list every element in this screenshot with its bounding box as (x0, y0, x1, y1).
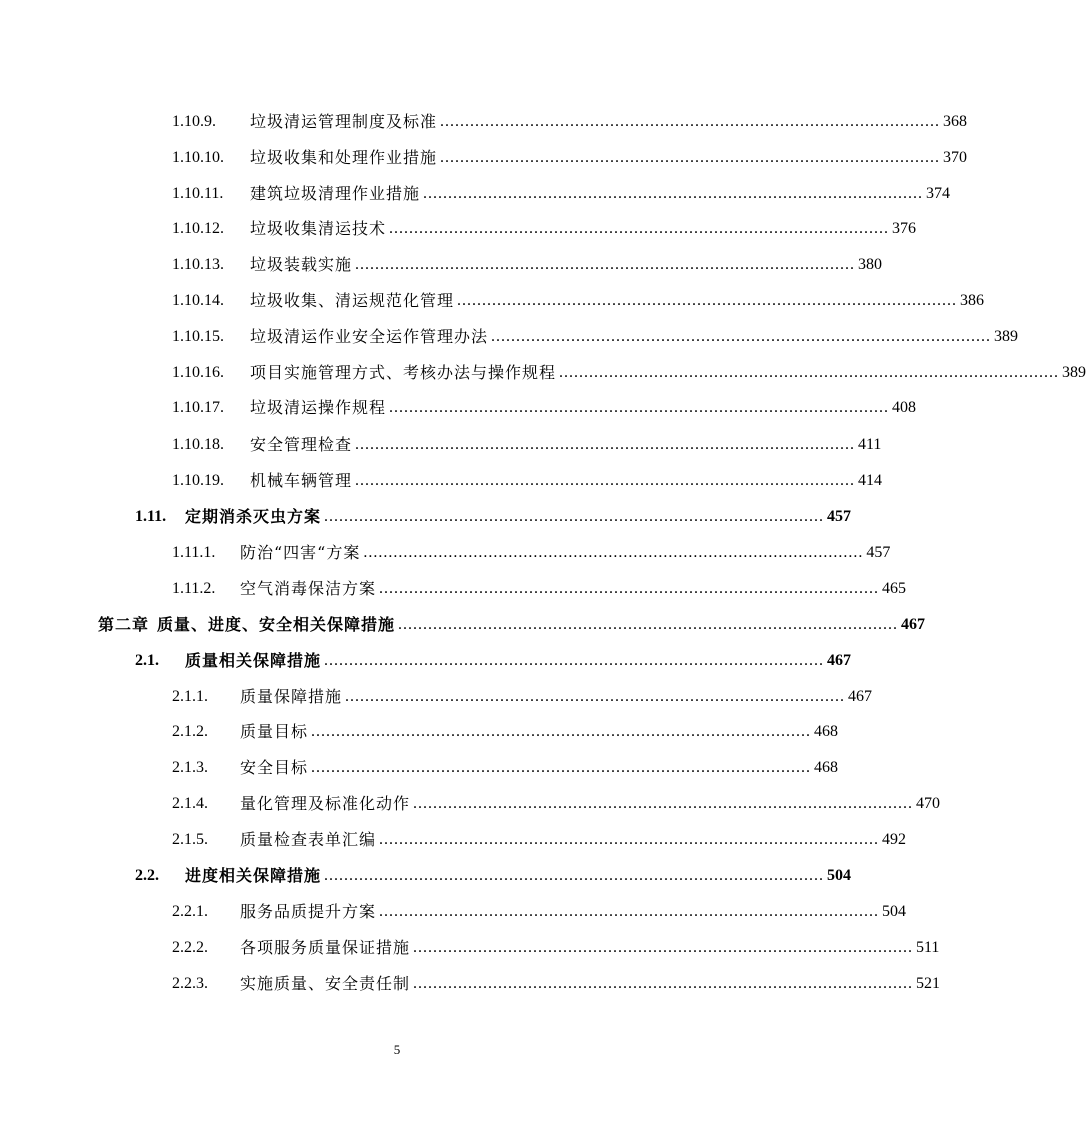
toc-entry-page: 504 (882, 903, 907, 920)
toc-entry-title: 定期消杀灭虫方案 (185, 507, 322, 526)
toc-entry-number: 1.10.13. (172, 256, 224, 273)
toc-entry-number: 1.10.16. (172, 364, 224, 381)
toc-entry[interactable] (172, 823, 907, 857)
toc-entry[interactable] (172, 536, 891, 570)
toc-entry-number: 1.11. (135, 508, 167, 525)
dot-leader: .................................................................................................... (345, 688, 846, 705)
dot-leader: .................................................................................................... (355, 256, 856, 273)
dot-leader: .................................................................................................... (440, 149, 941, 166)
toc-entry-title: 质量目标 (240, 722, 309, 741)
toc-entry-title: 服务品质提升方案 (240, 902, 377, 921)
toc-entry[interactable] (172, 572, 907, 606)
toc-entry-page: 414 (858, 472, 883, 489)
toc-entry-title: 进度相关保障措施 (185, 866, 322, 885)
dot-leader: .................................................................................................... (413, 975, 914, 992)
toc-entry-title: 安全管理检查 (250, 435, 353, 454)
dot-leader: .................................................................................................... (413, 795, 914, 812)
toc-entry-page: 511 (916, 939, 940, 956)
toc-entry-number: 1.10.12. (172, 220, 224, 237)
toc-chapter-entry[interactable] (98, 608, 926, 642)
toc-entry-page: 468 (814, 759, 839, 776)
toc-entry-number: 2.1.4. (172, 795, 208, 812)
toc-entry-number: 1.10.17. (172, 399, 224, 416)
toc-entry-number: 1.10.15. (172, 328, 224, 345)
toc-entry-page: 370 (943, 149, 968, 166)
toc-entry-title: 垃圾清运操作规程 (250, 398, 387, 417)
toc-entry-title: 质量检查表单汇编 (240, 830, 377, 849)
toc-entry[interactable] (172, 967, 941, 1001)
toc-entry-number: 1.10.11. (172, 185, 224, 202)
toc-entry-title: 防治“四害“方案 (240, 543, 361, 562)
dot-leader: .................................................................................................... (413, 939, 914, 956)
toc-entry-page: 457 (866, 544, 891, 561)
toc-entry-number: 1.10.18. (172, 436, 224, 453)
toc-entry-number: 1.10.9. (172, 113, 216, 130)
toc-entry-page: 408 (892, 399, 917, 416)
toc-section-entry[interactable] (135, 500, 852, 534)
toc-entry-page: 465 (882, 580, 907, 597)
toc-entry-title: 垃圾收集和处理作业措施 (250, 148, 438, 167)
dot-leader: .................................................................................................... (423, 185, 924, 202)
toc-entry-number: 2.2.3. (172, 975, 208, 992)
toc-entry-number: 2.1.3. (172, 759, 208, 776)
toc-entry-title: 项目实施管理方式、考核办法与操作规程 (250, 363, 557, 382)
dot-leader: .................................................................................................... (398, 616, 899, 633)
toc-entry-page: 492 (882, 831, 907, 848)
dot-leader: .................................................................................................... (324, 652, 825, 669)
toc-entry-page: 467 (901, 616, 926, 633)
toc-entry-number: 1.10.10. (172, 149, 224, 166)
dot-leader: .................................................................................................... (324, 508, 825, 525)
toc-entry-number: 2.2.1. (172, 903, 208, 920)
toc-entry-page: 468 (814, 723, 839, 740)
toc-entry-page: 411 (858, 436, 882, 453)
toc-entry-title: 各项服务质量保证措施 (240, 938, 411, 957)
dot-leader: .................................................................................................... (324, 867, 825, 884)
toc-entry[interactable] (172, 895, 907, 929)
dot-leader: .................................................................................................... (559, 364, 1060, 381)
toc-entry-page: 368 (943, 113, 968, 130)
toc-entry[interactable] (172, 787, 941, 821)
toc-entry-page: 389 (1062, 364, 1086, 381)
toc-section-entry[interactable] (135, 644, 852, 678)
toc-entry[interactable] (172, 715, 839, 749)
toc-entry-number: 2.1. (135, 652, 159, 669)
toc-entry-page: 457 (827, 508, 852, 525)
toc-entry-page: 376 (892, 220, 917, 237)
toc-entry-title: 机械车辆管理 (250, 471, 353, 490)
toc-entry[interactable] (172, 320, 1019, 354)
dot-leader: .................................................................................................... (363, 544, 864, 561)
toc-entry-page: 521 (916, 975, 941, 992)
dot-leader: .................................................................................................... (355, 436, 856, 453)
toc-entry-page: 380 (858, 256, 883, 273)
dot-leader: .................................................................................................... (379, 831, 880, 848)
toc-entry-title: 垃圾收集、清运规范化管理 (250, 291, 455, 310)
toc-entry-page: 470 (916, 795, 941, 812)
toc-entry-title: 质量、进度、安全相关保障措施 (157, 615, 396, 634)
toc-entry-title: 垃圾装载实施 (250, 255, 353, 274)
dot-leader: .................................................................................................... (491, 328, 992, 345)
toc-entry-number: 1.10.19. (172, 472, 224, 489)
dot-leader: .................................................................................................... (355, 472, 856, 489)
toc-entry-title: 空气消毒保洁方案 (240, 579, 377, 598)
dot-leader: .................................................................................................... (379, 903, 880, 920)
toc-entry[interactable] (172, 931, 940, 965)
toc-entry[interactable] (172, 751, 839, 785)
dot-leader: .................................................................................................... (311, 723, 812, 740)
dot-leader: .................................................................................................... (457, 292, 958, 309)
toc-entry-page: 386 (960, 292, 985, 309)
dot-leader: .................................................................................................... (440, 113, 941, 130)
toc-entry-number: 1.11.2. (172, 580, 216, 597)
page-number: 5 (393, 1042, 401, 1057)
toc-entry-number: 1.10.14. (172, 292, 224, 309)
toc-entry-title: 垃圾清运作业安全运作管理办法 (250, 327, 489, 346)
toc-entry-number: 2.2. (135, 867, 159, 884)
toc-entry[interactable] (172, 248, 883, 282)
toc-entry-title: 质量相关保障措施 (185, 651, 322, 670)
toc-entry[interactable] (172, 356, 1086, 390)
toc-entry-title: 质量保障措施 (240, 687, 343, 706)
toc-entry[interactable] (172, 428, 882, 462)
toc-entry-number: 2.1.1. (172, 688, 208, 705)
toc-entry-number: 2.2.2. (172, 939, 208, 956)
toc-entry-page: 504 (827, 867, 852, 884)
toc-entry[interactable] (172, 212, 917, 246)
toc-section-entry[interactable] (135, 859, 852, 893)
toc-entry[interactable] (172, 464, 883, 498)
toc-entry-title: 实施质量、安全责任制 (240, 974, 411, 993)
toc-entry-title: 建筑垃圾清理作业措施 (250, 184, 421, 203)
toc-entry-title: 垃圾清运管理制度及标准 (250, 112, 438, 131)
dot-leader: .................................................................................................... (379, 580, 880, 597)
toc-entry-page: 467 (848, 688, 873, 705)
dot-leader: .................................................................................................... (311, 759, 812, 776)
dot-leader: .................................................................................................... (389, 220, 890, 237)
toc-entry[interactable] (172, 680, 873, 714)
dot-leader: .................................................................................................... (389, 399, 890, 416)
toc-entry[interactable] (172, 141, 968, 175)
toc-entry-page: 374 (926, 185, 951, 202)
toc-entry[interactable] (172, 177, 951, 211)
toc-entry[interactable] (172, 284, 985, 318)
toc-entry-title: 安全目标 (240, 758, 309, 777)
toc-chapter-number: 第二章 (98, 615, 150, 634)
toc-entry[interactable] (172, 391, 917, 425)
toc-entry-number: 2.1.2. (172, 723, 208, 740)
toc-entry[interactable] (172, 105, 968, 139)
toc-entry-title: 垃圾收集清运技术 (250, 219, 387, 238)
toc-entry-page: 389 (994, 328, 1019, 345)
toc-entry-title: 量化管理及标准化动作 (240, 794, 411, 813)
toc-entry-page: 467 (827, 652, 852, 669)
toc-entry-number: 2.1.5. (172, 831, 208, 848)
toc-entry-number: 1.11.1. (172, 544, 216, 561)
